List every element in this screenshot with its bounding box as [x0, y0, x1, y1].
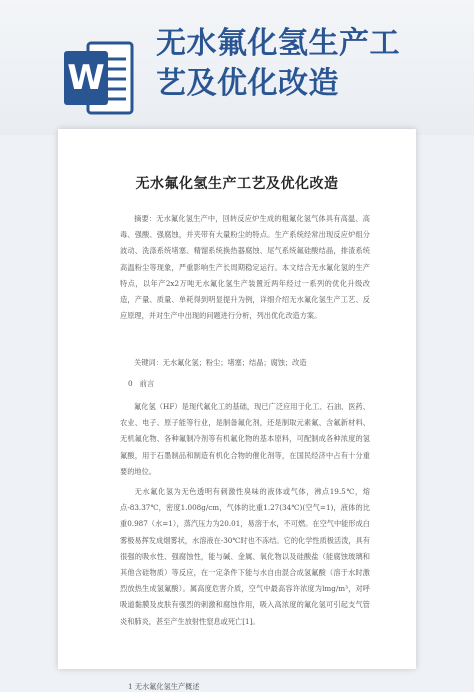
- keywords-text: 关键词：无水氟化氢；粉尘；堵塞；结晶；腐蚀；改造: [134, 358, 307, 367]
- banner-title-line-2: 艺及优化改造: [156, 66, 339, 101]
- word-document-icon: [62, 37, 136, 119]
- abstract-text: 摘要：无水氟化氢生产中，回转反应炉生成的粗氟化氢气体具有高温、高毒、强酸、强腐蚀，并夹带有大量粉尘的特点。生产系统经常出现反应炉组分波动、洗涤系统堵塞、精馏系统换热器腐蚀、尾气系统氟硅酸结晶，排渣系统高温粉尘等现象，严重影响生产长周期稳定运行。本文结合无水氟化氢的生产特点，以年产2x2万吨无水氟化氢生产装置近两年经过一系列的优化升级改造，产量、质量、单耗得到明显提升为例，详细介绍无水氟化氢生产工艺、反应原理，并对生产中出现的问题进行分析，列出优化改造方案。: [120, 214, 370, 321]
- intro-paragraph-2: [120, 484, 370, 630]
- document-page: [58, 129, 416, 691]
- word-logo-letter: W: [67, 58, 105, 98]
- abstract-paragraph: [120, 211, 370, 324]
- intro-heading: 0 前言: [128, 379, 155, 388]
- document-title: 无水氟化氢生产工艺及优化改造: [135, 176, 339, 192]
- intro-paragraph-1-text: 氟化氢（HF）是现代氟化工的基础，现已广泛应用于化工、石油、医药、农业、电子、原子能等行业，是制备氟化剂，还是制取元素氟、含氟新材料、无机氟化物、各种氟制冷剂等有机氟化物的基本原料，可配制成各种浓度的氢氟酸，用于石墨制品和制造有机化合物的催化剂等，在国民经济中占有十分重要的地位。: [120, 402, 370, 476]
- intro-paragraph-1: [120, 399, 370, 480]
- banner-title: [156, 24, 466, 104]
- keywords-line: [120, 355, 370, 371]
- intro-paragraph-2-text: 无水氟化氢为无色透明有刺激性臭味的液体或气体，沸点19.5℃，熔点-83.37℃，密度1.008g/cm，气体的比重1.27(34℃)(空气=1)，液体的比重0.987（水=1），蒸汽压力为20.01，易溶于水，不可燃。在空气中能形成白雾极易挥发成烟雾状，水溶液在-30℃时也不冻结。它的化学性质极活泼，具有很强的吸水性、强腐蚀性，能与碱、金属、氧化物以及硅酸盐（能腐蚀玻璃和其他含硅物质）等反应，在一定条件下能与水自由混合成氢氟酸（溶于水时激烈放热生成氢氟酸）。属高度危害介质，空气中最高容许浓度为lmg/m³，对呼吸道黏膜及皮肤有强烈的刺激和腐蚀作用，吸入高浓度的氟化氢可引起支气管炎和肺炎，甚至产生放射性窒息或死亡[1]。: [120, 487, 370, 626]
- section-1-heading: 1 无水氟化氢生产概述: [128, 682, 200, 691]
- banner-title-line-1: 无水氟化氢生产工: [156, 26, 400, 61]
